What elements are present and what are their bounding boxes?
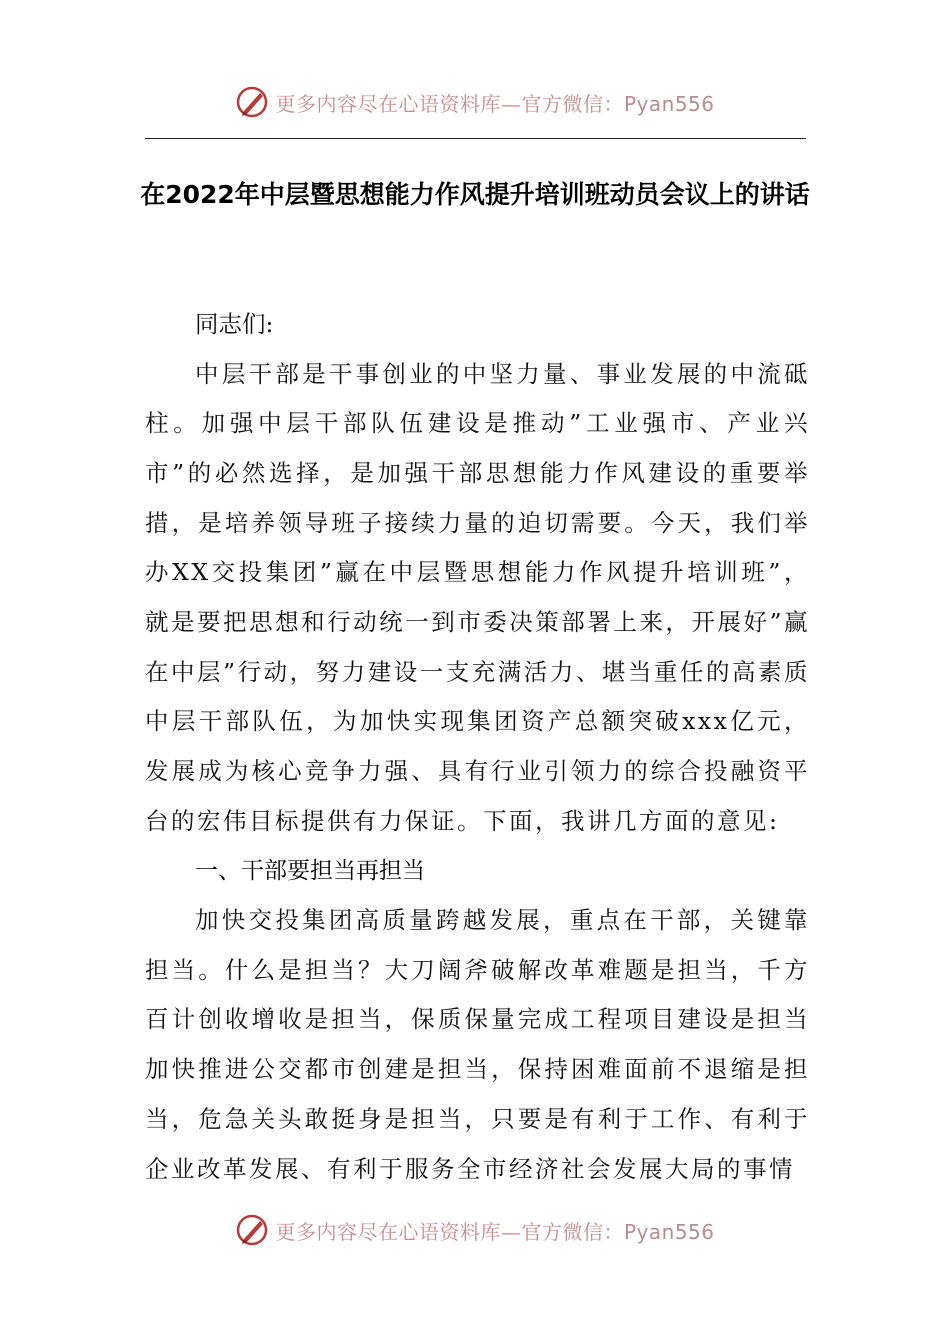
watermark-footer [0, 1210, 950, 1250]
watermark-text: 更多内容尽在心语资料库—官方微信：Pyan556 [275, 91, 715, 116]
paragraph: 加快交投集团高质量跨越发展，重点在干部，关键靠担当。什么是担当？大刀阔斧破解改革难题是担当，千方百计创收增收是担当，保质保量完成工程项目建设是担当加快推进公交都市创建是担当，保持困难面前不退缩是担当，危急关头敢挺身是担当，只要是有利于工作、有利于企业改革发展、有利于服务全市经济社会发展大局的事情 [145, 906, 810, 1183]
watermark-account: Pyan556 [623, 91, 715, 116]
pen-circle-logo-icon [235, 1212, 271, 1248]
watermark-header [0, 82, 950, 122]
document-title: 在2022年中层暨思想能力作风提升培训班动员会议上的讲话 [140, 180, 810, 209]
header-divider [145, 138, 806, 139]
pen-circle-logo-icon [235, 84, 271, 120]
watermark-text: 更多内容尽在心语资料库—官方微信：Pyan556 [275, 1219, 715, 1244]
watermark-account: Pyan556 [623, 1219, 715, 1244]
document-body [145, 300, 810, 1194]
section-heading: 一、干部要担当再担当 [195, 857, 425, 884]
greeting: 同志们: [195, 310, 274, 338]
paragraph: 中层干部是干事创业的中坚力量、事业发展的中流砥柱。加强中层干部队伍建设是推动”工业强市、产业兴市”的必然选择，是加强干部思想能力作风建设的重要举措，是培养领导班子接续力量的迫切需要。今天，我们举办XX交投集团”赢在中层暨思想能力作风提升培训班”，就是要把思想和行动统一到市委决策部署上来，开展好”赢在中层”行动，努力建设一支充满活力、堪当重任的高素质中层干部队伍，为加快实现集团资产总额突破xxx亿元，发展成为核心竞争力强、具有行业引领力的综合投融资平台的宏伟目标提供有力保证。下面，我讲几方面的意见: [145, 359, 810, 835]
